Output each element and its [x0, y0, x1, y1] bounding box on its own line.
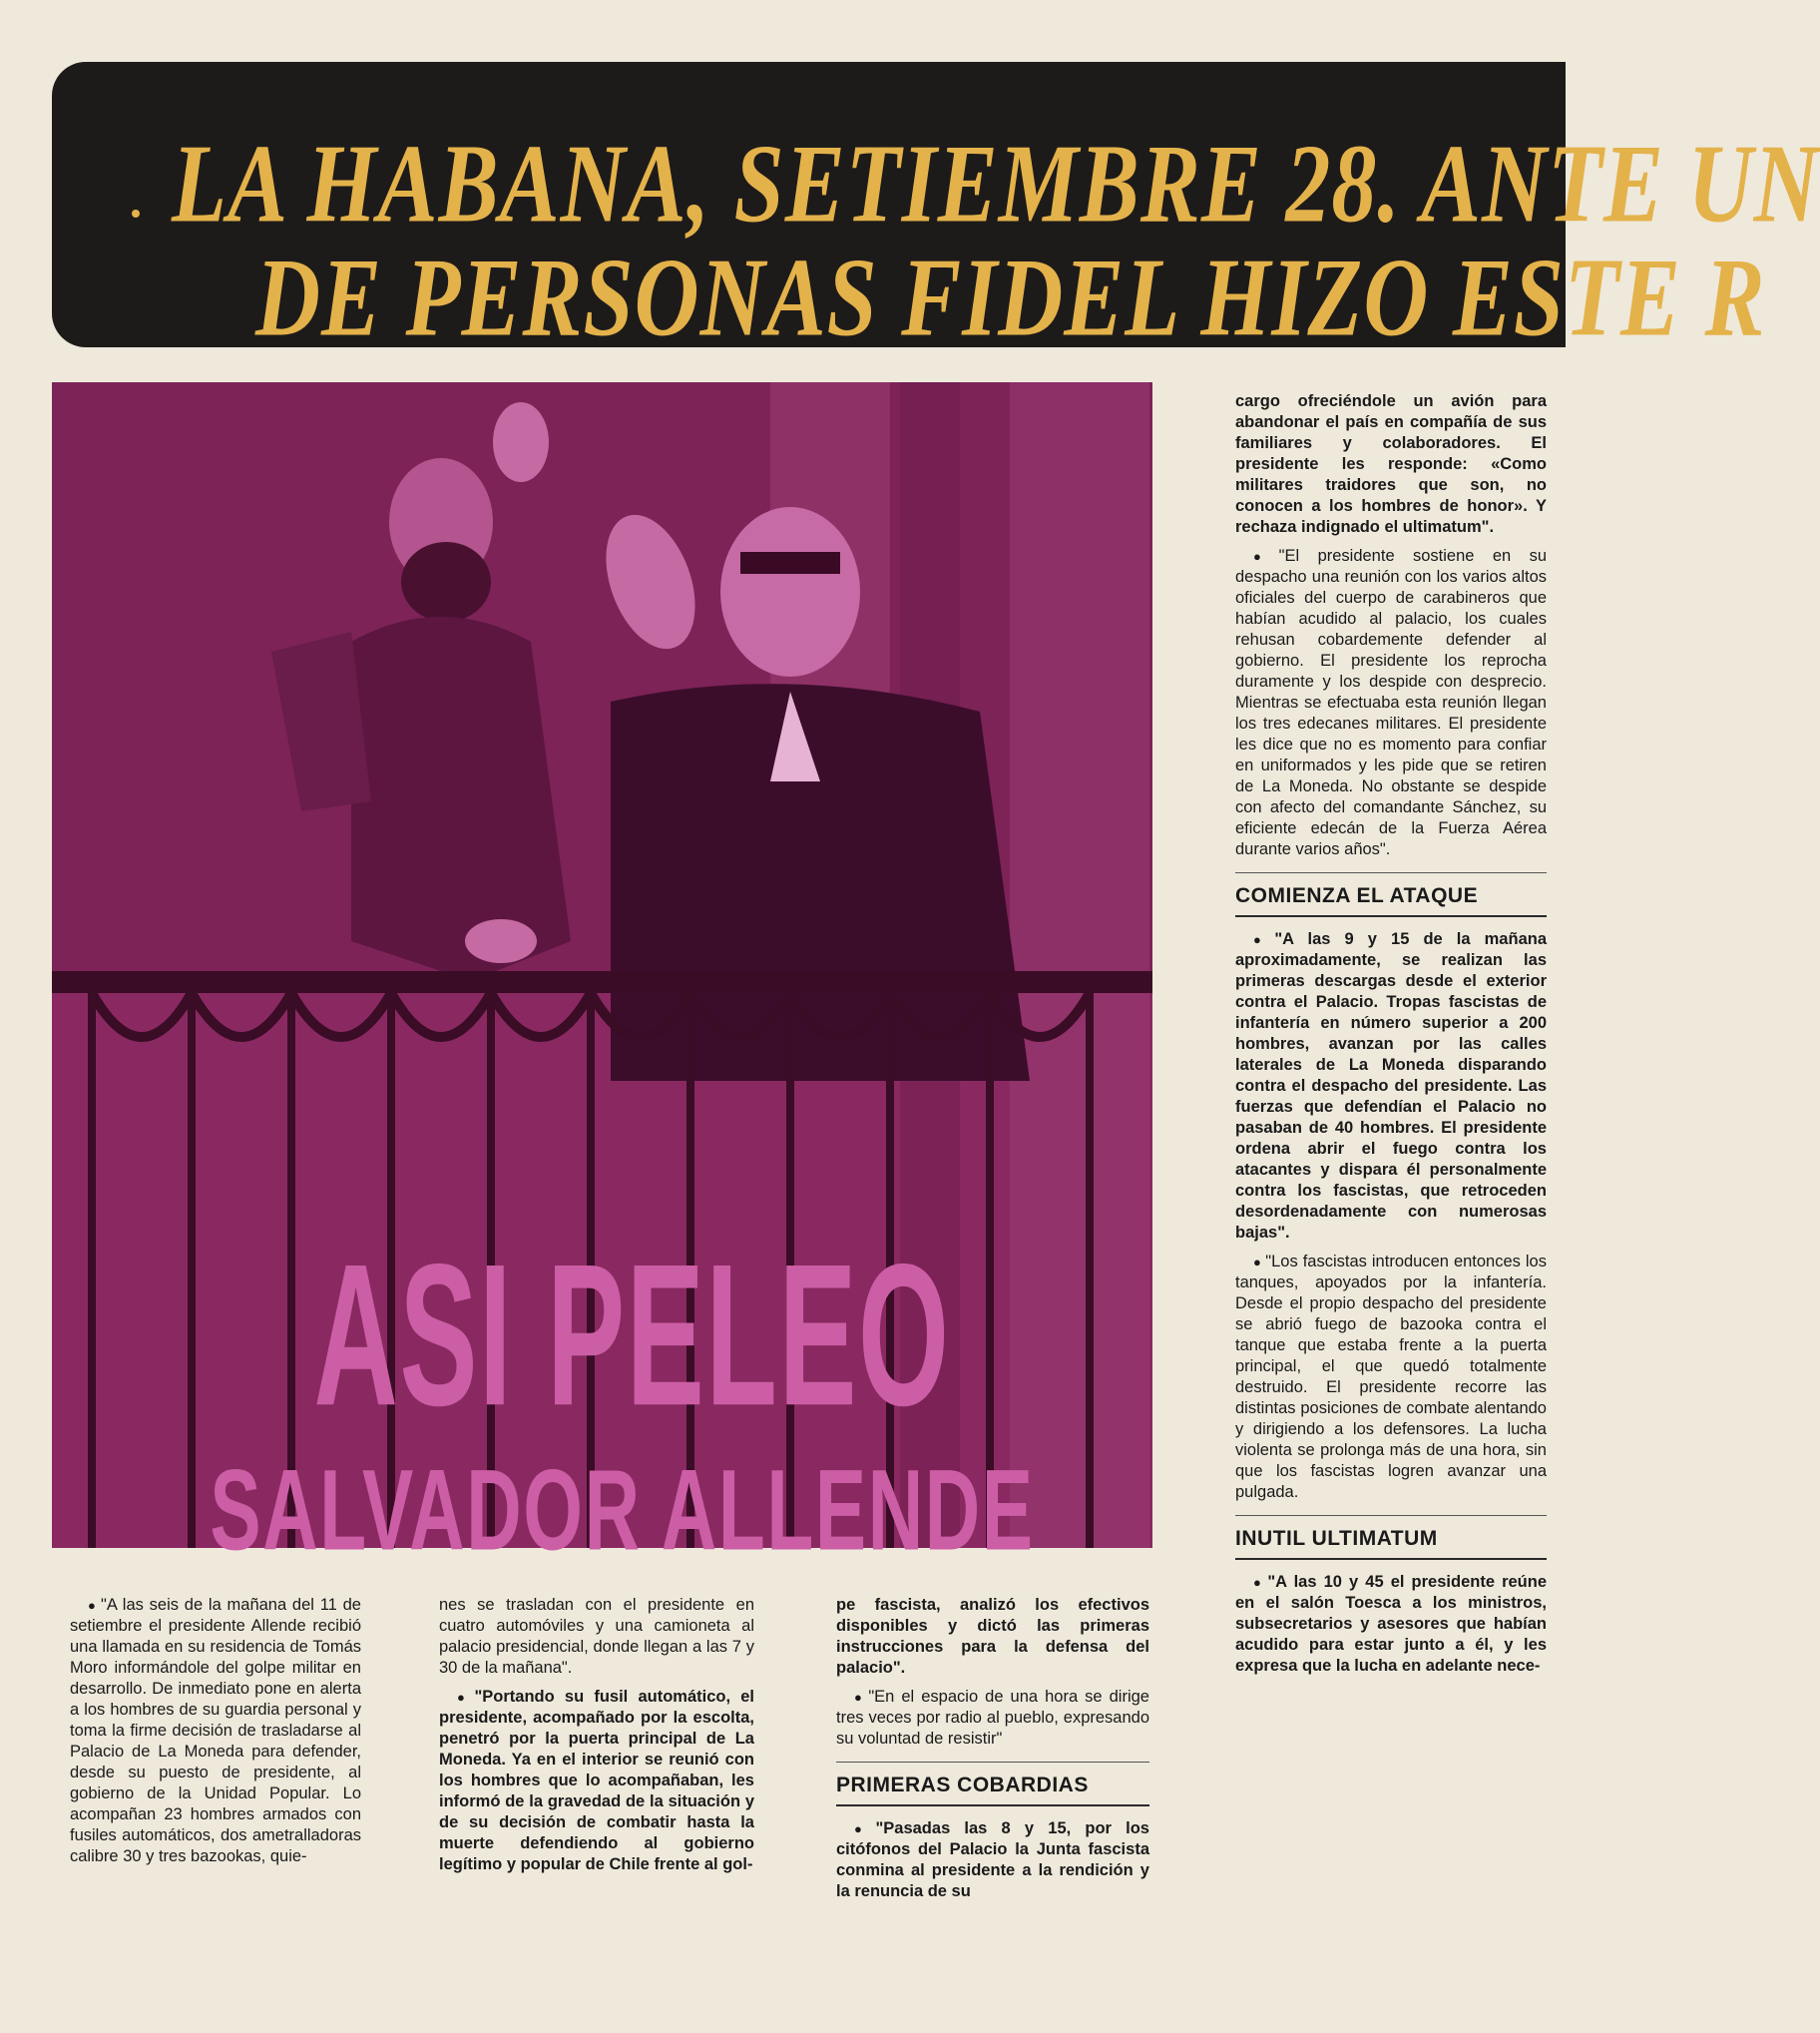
section-heading: PRIMERAS COBARDIAS [836, 1762, 1149, 1806]
article-column-2 [439, 1595, 754, 1883]
photo-headline-line-2: SALVADOR ALLENDE [210, 1446, 1035, 1575]
paragraph-text: "A las 10 y 45 el presidente reúne en el salón Toesca a los ministros, subsecretarios y asesores que habían acudido para estar junto a él, y les expresa que la lucha en adelante nece- [1235, 1573, 1548, 1675]
banner-line-1: LA HABANA, SETIEMBRE 28. ANTE UN [172, 122, 1820, 247]
paragraph-text: "En el espacio de una hora se dirige tres veces por radio al pueblo, expresando su voluntad de resistir" [836, 1688, 1149, 1748]
bullet-icon: ● [854, 1690, 865, 1705]
paragraph-text: "A las seis de la mañana del 11 de setiembre el presidente Allende recibió una llamada en su residencia de Tomás Moro informándole del golpe militar en desarrollo. De inmediato pone en alerta a los hombres de su guardia personal y toma la firme decisión de trasladarse al Palacio de La Moneda para defender, desde su puesto de presidente, al gobierno de la Unidad Popular. Lo acompañan 23 hombres armados con fusiles automáticos, dos ametralladoras calibre 30 y tres bazookas, quie- [70, 1596, 361, 1865]
section-heading: COMIENZA EL ATAQUE [1235, 872, 1547, 917]
headline-banner [52, 62, 1820, 360]
paragraph [836, 1818, 1149, 1902]
paragraph-text: pe fascista, analizó los efectivos disponibles y dictó las primeras instrucciones para la defensa del palacio". [836, 1596, 1149, 1677]
paragraph [1235, 929, 1547, 1244]
paragraph-text: "Los fascistas introducen entonces los tanques, apoyados por la infantería. Desde el propio despacho del presidente se abrió fuego de bazooka contra el tanque que estaba frente a la puerta principal, el que quedó totalmente destruido. El presidente recorre las distintas posiciones de combate alentando y dirigiendo a los defensores. La lucha violenta se prolonga más de una hora, sin que los fascistas logren avanzar una pulgada. [1235, 1253, 1547, 1501]
paragraph [70, 1595, 361, 1867]
bullet-icon: ● [854, 1821, 872, 1836]
bullet-icon [132, 210, 140, 218]
paragraph [1235, 1252, 1547, 1503]
bullet-icon: ● [1253, 1575, 1264, 1590]
paragraph [439, 1595, 754, 1679]
paragraph [1235, 1572, 1547, 1677]
paragraph [1235, 391, 1547, 538]
bullet-icon: ● [88, 1598, 98, 1613]
article-column-3 [836, 1595, 1149, 1910]
paragraph-text: "Portando su fusil automático, el presidente, acompañado por la escolta, penetró por la puerta principal de La Moneda. Ya en el interior se reunió con los hombres que lo acompañaban, les informó de la gravedad de la situación y de su decisión de combatir hasta la muerte defendiendo al gobierno legítimo y popular de Chile frente al gol- [439, 1688, 754, 1873]
article-column-1 [70, 1595, 361, 1875]
paragraph [836, 1687, 1149, 1750]
bullet-icon: ● [1253, 549, 1275, 564]
paragraph [439, 1687, 754, 1875]
bullet-icon: ● [1253, 932, 1271, 947]
photograph [52, 382, 1152, 1575]
banner-line-2: DE PERSONAS FIDEL HIZO ESTE R [255, 236, 1766, 360]
paragraph-text: "Pasadas las 8 y 15, por los citófonos del Palacio la Junta fascista conmina al presidente a la rendición y la renuncia de su [836, 1819, 1149, 1900]
bullet-icon: ● [457, 1690, 471, 1705]
paragraph-text: "El presidente sostiene en su despacho una reunión con los varios altos oficiales del cuerpo de carabineros que habían acudido al palacio, los cuales rehusan cobardemente defender al gobierno. El presidente los reprocha duramente y los despide con desprecio. Mientras se efectuaba esta reunión llegan los tres edecanes militares. El presidente les dice que no es momento para confiar en uniformados y les pide que se retiren de La Moneda. No obstante se despide con afecto del comandante Sánchez, su eficiente edecán de la Fuerza Aérea durante varios años". [1235, 547, 1547, 858]
photo-headline-line-1: ASI PELEO [313, 1221, 951, 1448]
article-column-4 [1235, 391, 1547, 1685]
paragraph [836, 1595, 1149, 1679]
paragraph-text: nes se trasladan con el presidente en cuatro automóviles y una camioneta al palacio presidencial, donde llegan a las 7 y 30 de la mañana". [439, 1596, 754, 1677]
section-heading: INUTIL ULTIMATUM [1235, 1515, 1547, 1560]
paragraph-text: "A las 9 y 15 de la mañana aproximadamente, se realizan las primeras descargas desde el exterior contra el Palacio. Tropas fascistas de infantería en número superior a 200 hombres, avanzan por las calles laterales de La Moneda disparando contra el despacho del presidente. Las fuerzas que defendían el Palacio no pasaban de 40 hombres. El presidente ordena abrir el fuego contra los atacantes y dispara él personalmente contra los fascistas, que retroceden desordenadamente con numerosas bajas". [1235, 930, 1547, 1242]
paragraph-text: cargo ofreciéndole un avión para abandonar el país en compañía de sus familiares y colaboradores. El presidente les responde: «Como militares traidores que son, no conocen a los hombres de honor». Y rechaza indignado el ultimatum". [1235, 392, 1547, 536]
paragraph [1235, 546, 1547, 860]
bullet-icon: ● [1253, 1255, 1262, 1270]
